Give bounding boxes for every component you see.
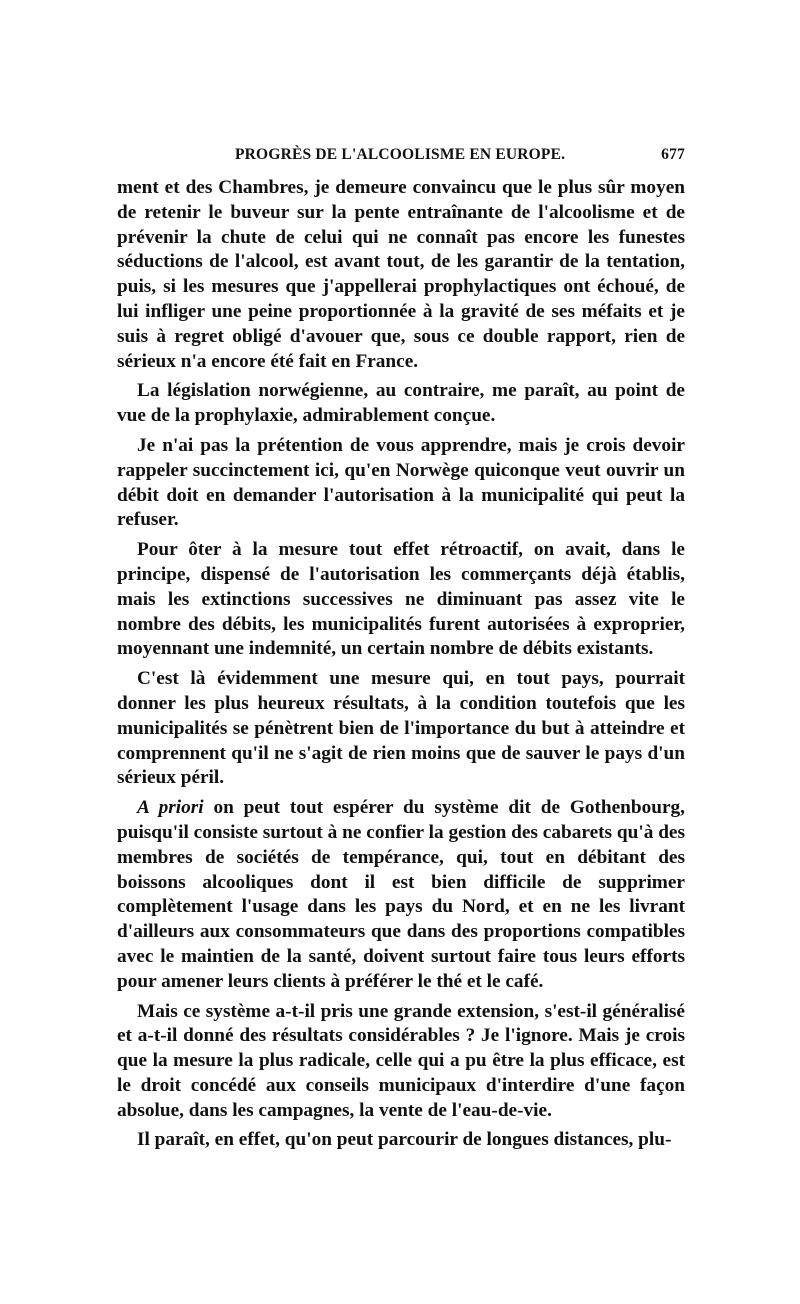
paragraph-7 (117, 1000, 685, 1124)
paragraph-7-text: Mais ce système a-t-il pris une grande extension, s'est-il généralisé et a-t-il donné des résultats considérables ? Je l'ignore. Mais je crois que la mesure la plus radicale, celle qui a pu être la plus efficace, est le droit concédé aux conseils municipaux d'interdire d'une façon absolue, dans les campagnes, la vente de l'eau-de-vie. (117, 1000, 685, 1121)
paragraph-1-text: ment et des Chambres, je demeure convaincu que le plus sûr moyen de retenir le buveur sur la pente entraînante de l'alcoolisme et de prévenir la chute de celui qui ne connaît pas encore les funestes séductions de l'alcool, est avant tout, de les garantir de la tentation, puis, si les mesures que j'appellerai prophylactiques ont échoué, de lui infliger une peine proportionnée à la gravité de ses méfaits et je suis à regret obligé d'avouer que, sous ce double rapport, rien de sérieux n'a encore été fait en France. (117, 177, 685, 372)
book-page (117, 142, 685, 1158)
paragraph-1 (117, 176, 685, 374)
paragraph-8 (117, 1128, 685, 1153)
running-title: PROGRÈS DE L'ALCOOLISME EN EUROPE. (235, 146, 566, 163)
paragraph-6-text: on peut tout espérer du système dit de Gothenbourg, puisqu'il consiste surtout à ne confier la gestion des cabarets qu'à des membres de sociétés de tempérance, qui, tout en débitant des boissons alcooliques dont il est bien difficile de supprimer complètement l'usage dans les pays du Nord, et en ne les livrant d'ailleurs aux consommateurs que dans des proportions compatibles avec le maintien de la santé, doivent surtout faire tous leurs efforts pour amener leurs clients à préférer le thé et le café. (117, 797, 685, 992)
paragraph-2 (117, 379, 685, 429)
paragraph-5 (117, 667, 685, 791)
paragraph-2-text: La législation norwégienne, au contraire, me paraît, au point de vue de la prophylaxie, admirablement conçue. (117, 380, 685, 427)
paragraph-3 (117, 434, 685, 533)
paragraph-3-text: Je n'ai pas la prétention de vous apprendre, mais je crois devoir rappeler succinctement ici, qu'en Norwège quiconque veut ouvrir un débit doit en demander l'autorisation à la municipalité qui peut la refuser. (117, 434, 685, 531)
paragraph-4-text: Pour ôter à la mesure tout effet rétroactif, on avait, dans le principe, dispensé de l'autorisation les commerçants déjà établis, mais les extinctions successives ne diminuant pas assez vite le nombre des débits, les municipalités furent autorisées à exproprier, moyennant une indemnité, un certain nombre de débits existants. (117, 539, 685, 660)
paragraph-6-italic: A priori (137, 797, 204, 819)
paragraph-8-text: Il paraît, en effet, qu'on peut parcourir de longues distances, plu- (137, 1129, 672, 1151)
paragraph-5-text: C'est là évidemment une mesure qui, en tout pays, pourrait donner les plus heureux résultats, à la condition toutefois que les municipalités se pénètrent bien de l'importance du but à atteindre et comprennent qu'il ne s'agit de rien moins que de sauver le pays d'un sérieux péril. (117, 668, 685, 789)
running-head (117, 142, 685, 168)
paragraph-4 (117, 538, 685, 662)
paragraph-6 (117, 796, 685, 994)
body-text (117, 176, 685, 1153)
page-number: 677 (661, 146, 685, 163)
